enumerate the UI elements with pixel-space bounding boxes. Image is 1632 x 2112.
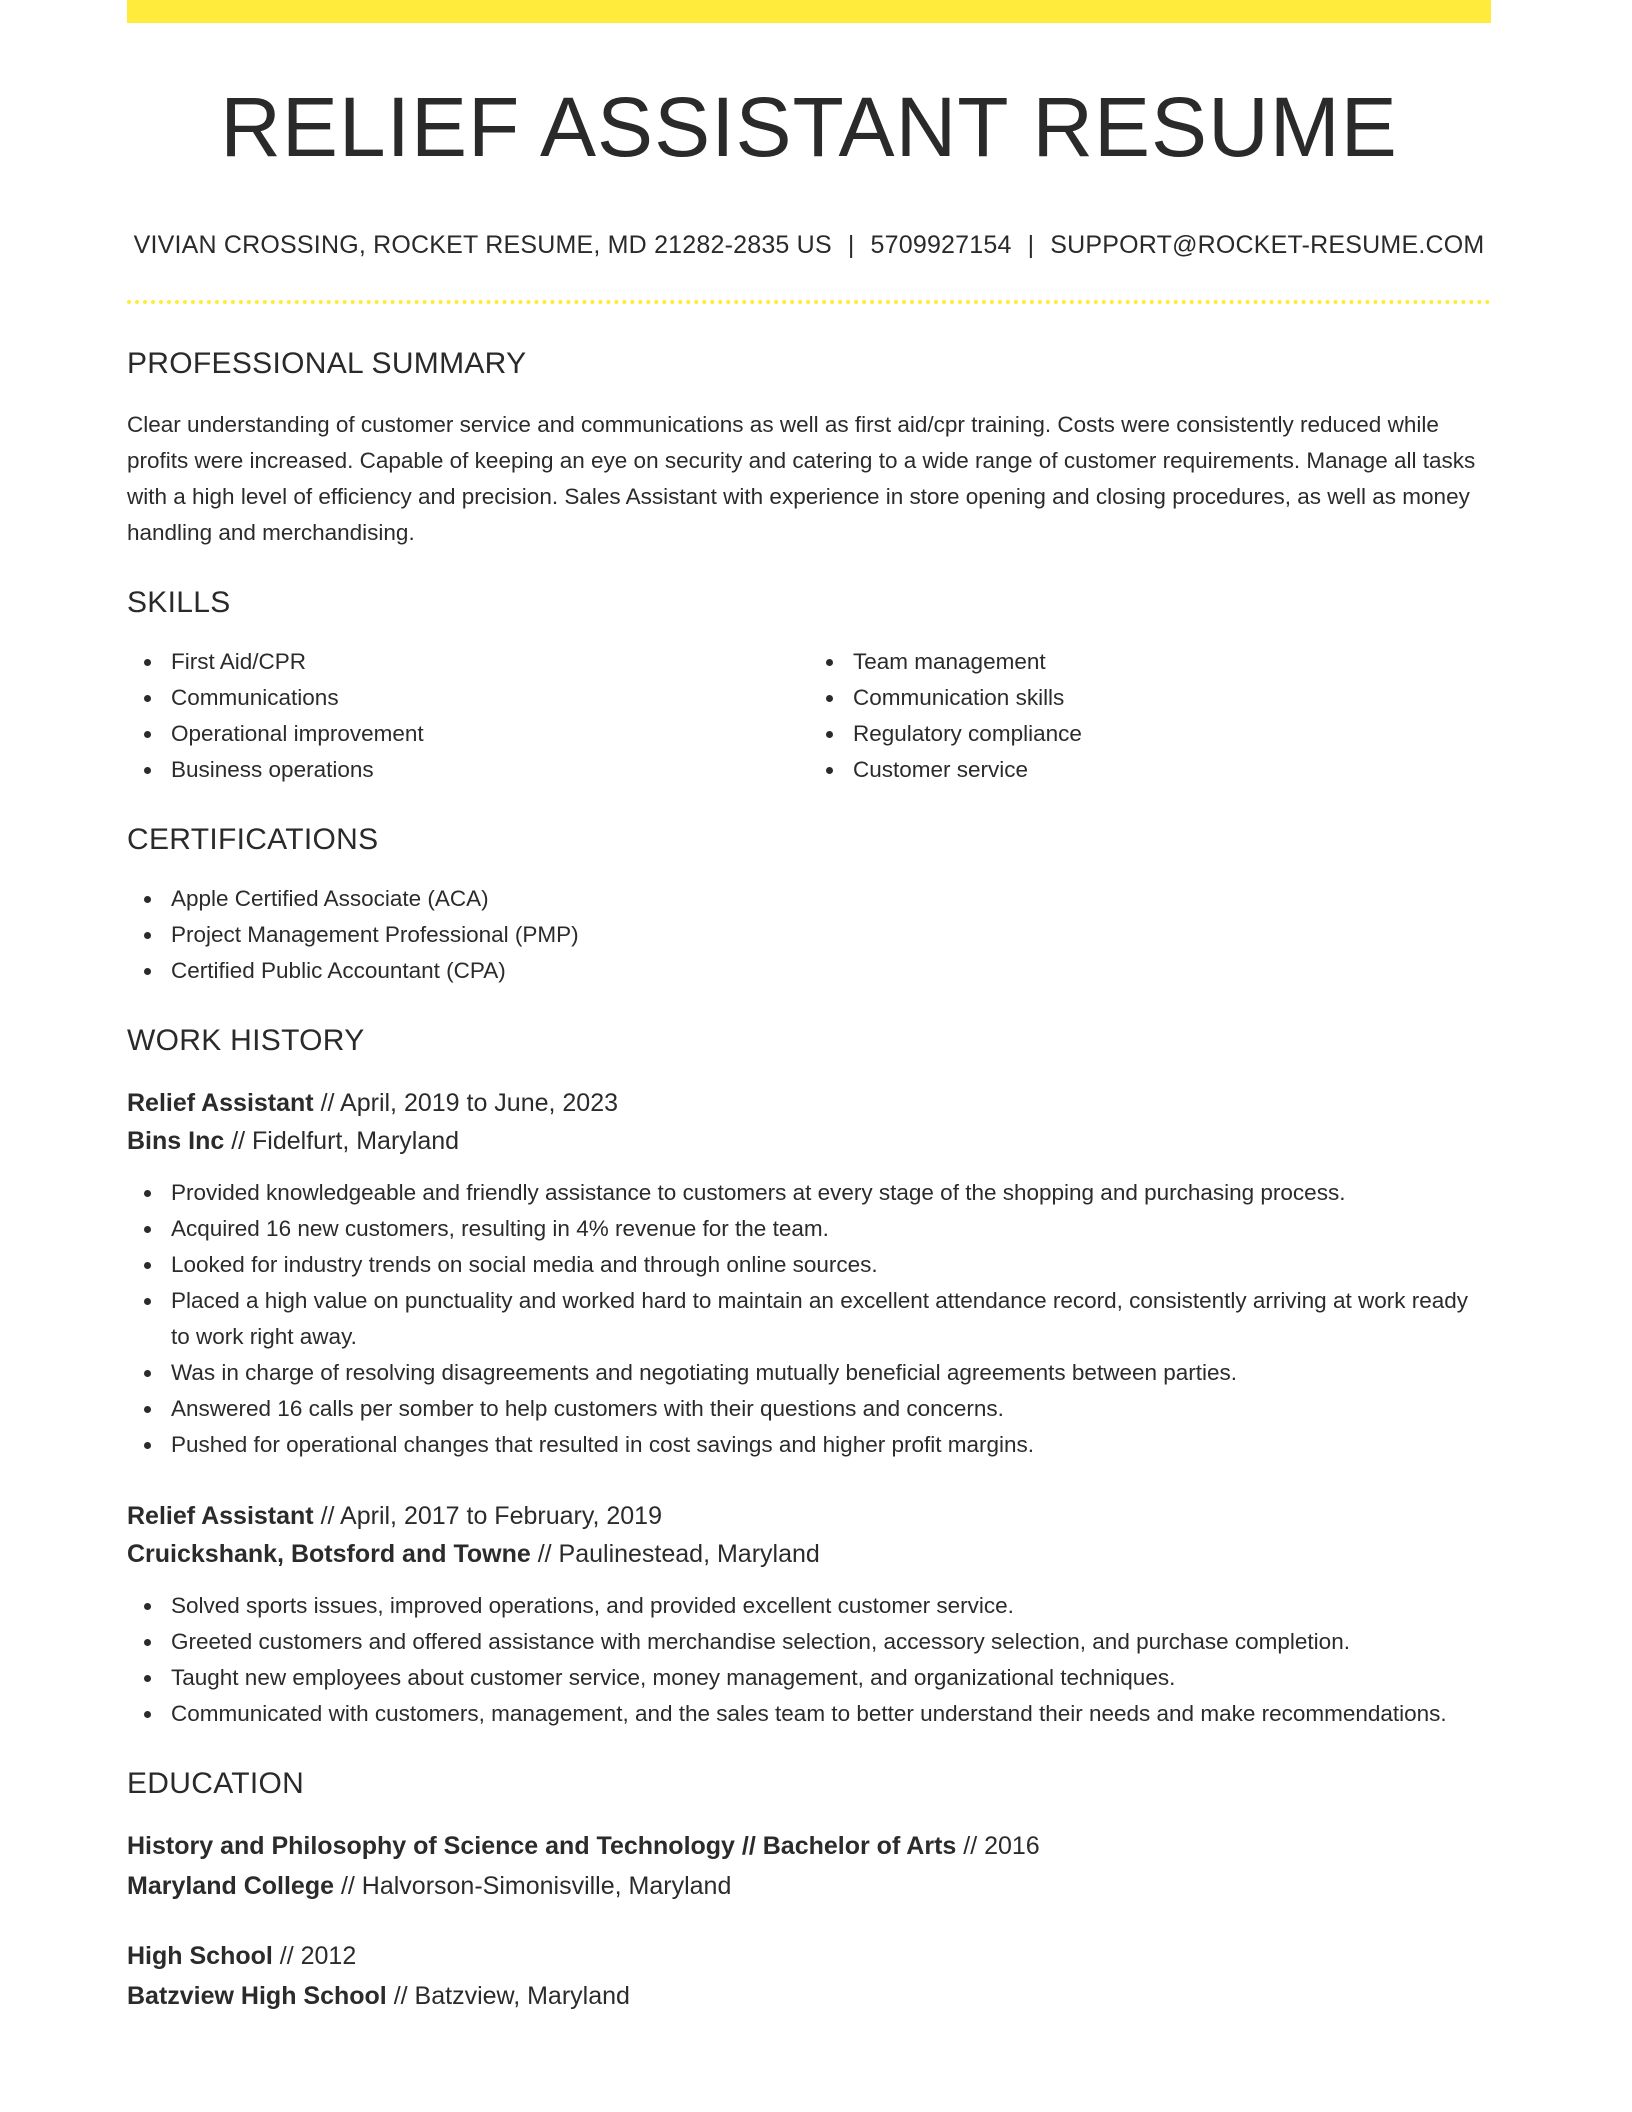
skills-right-list: [809, 644, 1491, 788]
job-entry: [127, 1497, 1491, 1732]
job-dates: // April, 2017 to February, 2019: [313, 1502, 662, 1530]
accent-top-bar: [127, 0, 1491, 23]
job-company-line: [127, 1122, 1491, 1160]
education-entry: [127, 1936, 1491, 2016]
education-year: // 2016: [956, 1832, 1040, 1860]
job-bullet: Taught new employees about customer service, money management, and organizational techniques.: [171, 1660, 1491, 1696]
job-bullets: [127, 1175, 1491, 1463]
contact-separator: |: [847, 231, 855, 259]
skills-left-list: [127, 644, 809, 788]
summary-text: Clear understanding of customer service and communications as well as first aid/cpr training. Costs were consistently reduced while profits were increased. Capable of keeping an eye on security and catering to a wide range of customer requirements. Manage all tasks with a high level of efficiency and precision. Sales Assistant with experience in store opening and closing procedures, as well as money handling and merchandising.: [127, 412, 1476, 545]
certifications-list: [127, 881, 1491, 989]
job-bullet: Placed a high value on punctuality and worked hard to maintain an excellent attendance record, consistently arriving at work ready to work right away.: [171, 1283, 1491, 1355]
job-bullet: Was in charge of resolving disagreements and negotiating mutually beneficial agreements between parties.: [171, 1355, 1491, 1391]
skill-item: Communications: [171, 680, 809, 716]
skill-item: Regulatory compliance: [853, 716, 1491, 752]
certifications-heading: CERTIFICATIONS: [127, 823, 379, 856]
job-bullet: Communicated with customers, management, and the sales team to better understand their needs and make recommendations.: [171, 1696, 1491, 1732]
job-title-line: [127, 1497, 1491, 1535]
job-company: Bins Inc: [127, 1127, 225, 1155]
education-school-line: [127, 1976, 1491, 2016]
job-location: // Paulinestead, Maryland: [530, 1540, 820, 1568]
resume-page: [127, 0, 1491, 2016]
job-bullet: Solved sports issues, improved operations, and provided excellent customer service.: [171, 1588, 1491, 1624]
skill-item: Team management: [853, 644, 1491, 680]
education-entry: [127, 1826, 1491, 1906]
skill-item: Business operations: [171, 752, 809, 788]
education-school: Batzview High School: [127, 1982, 387, 2010]
work-history-heading: WORK HISTORY: [127, 1024, 365, 1057]
education-degree: History and Philosophy of Science and Technology // Bachelor of Arts: [127, 1832, 957, 1860]
education-year: // 2012: [272, 1942, 357, 1970]
job-location: // Fidelfurt, Maryland: [224, 1127, 460, 1155]
certification-item: Project Management Professional (PMP): [171, 917, 1491, 953]
contact-line: [127, 231, 1491, 260]
certification-item: Certified Public Accountant (CPA): [171, 953, 1491, 989]
job-title-line: [127, 1084, 1491, 1122]
contact-separator: |: [1027, 231, 1035, 259]
education-school: Maryland College: [127, 1872, 334, 1900]
skills-columns: [127, 644, 1491, 788]
education-school-line: [127, 1866, 1491, 1906]
contact-email[interactable]: SUPPORT@ROCKET-RESUME.COM: [1050, 231, 1485, 259]
job-bullet: Answered 16 calls per somber to help customers with their questions and concerns.: [171, 1391, 1491, 1427]
contact-address: VIVIAN CROSSING, ROCKET RESUME, MD 21282-2835 US: [133, 231, 832, 259]
contact-phone: 5709927154: [870, 231, 1012, 259]
dotted-divider: [127, 300, 1491, 304]
job-bullet: Pushed for operational changes that resulted in cost savings and higher profit margins.: [171, 1427, 1491, 1463]
job-title: Relief Assistant: [127, 1089, 314, 1117]
skill-item: Operational improvement: [171, 716, 809, 752]
job-dates: // April, 2019 to June, 2023: [313, 1089, 619, 1117]
skill-item: Communication skills: [853, 680, 1491, 716]
education-degree-line: [127, 1936, 1491, 1976]
job-company: Cruickshank, Botsford and Towne: [127, 1540, 531, 1568]
job-title: Relief Assistant: [127, 1502, 314, 1530]
skills-right-column: [809, 644, 1491, 788]
job-bullet: Looked for industry trends on social media and through online sources.: [171, 1247, 1491, 1283]
certification-item: Apple Certified Associate (ACA): [171, 881, 1491, 917]
job-entry: [127, 1084, 1491, 1463]
skill-item: First Aid/CPR: [171, 644, 809, 680]
job-bullet: Acquired 16 new customers, resulting in 4% revenue for the team.: [171, 1211, 1491, 1247]
job-bullet: Greeted customers and offered assistance with merchandise selection, accessory selection, and purchase completion.: [171, 1624, 1491, 1660]
summary-heading: PROFESSIONAL SUMMARY: [127, 347, 527, 380]
education-location: // Batzview, Maryland: [386, 1982, 630, 2010]
education-degree: High School: [127, 1942, 273, 1970]
skills-heading: SKILLS: [127, 586, 231, 619]
education-degree-line: [127, 1826, 1491, 1866]
skill-item: Customer service: [853, 752, 1491, 788]
resume-title: RELIEF ASSISTANT RESUME: [220, 80, 1398, 174]
education-location: // Halvorson-Simonisville, Maryland: [334, 1872, 732, 1900]
job-company-line: [127, 1535, 1491, 1573]
job-bullets: [127, 1588, 1491, 1732]
skills-left-column: [127, 644, 809, 788]
job-bullet: Provided knowledgeable and friendly assistance to customers at every stage of the shopping and purchasing process.: [171, 1175, 1491, 1211]
education-heading: EDUCATION: [127, 1767, 305, 1800]
